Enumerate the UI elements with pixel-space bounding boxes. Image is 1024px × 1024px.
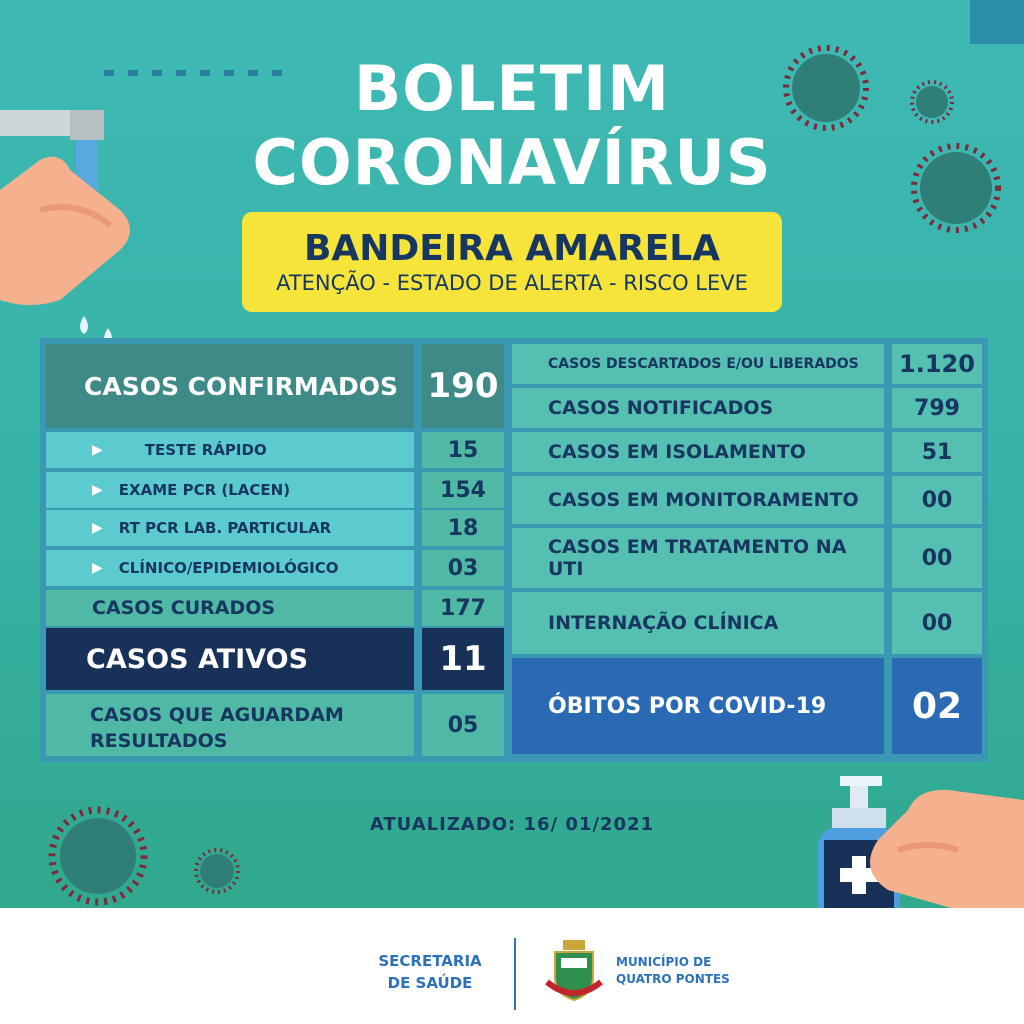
breakdown-value: 15 xyxy=(422,432,504,468)
right-row-value: 1.120 xyxy=(892,344,982,384)
breakdown-row xyxy=(46,472,414,508)
footer-divider xyxy=(514,938,516,1010)
municipio-label xyxy=(616,954,730,988)
play-arrow-icon: ▶ xyxy=(92,520,103,536)
flag-title: BANDEIRA AMARELA xyxy=(303,228,721,269)
breakdown-value: 154 xyxy=(422,472,504,508)
confirmed-value: 190 xyxy=(422,344,504,428)
right-row-label: CASOS EM ISOLAMENTO xyxy=(512,432,884,472)
breakdown-label: EXAME PCR (LACEN) xyxy=(118,481,291,499)
municipio-line1: MUNICÍPIO DE xyxy=(616,955,712,969)
title-line-1: BOLETIM xyxy=(354,52,670,125)
municipal-crest-icon xyxy=(545,938,603,1002)
deaths-value: 02 xyxy=(892,658,982,754)
cured-value: 177 xyxy=(422,590,504,626)
virus-icon xyxy=(192,846,242,896)
breakdown-label: CLÍNICO/EPIDEMIOLÓGICO xyxy=(118,559,339,577)
right-row-label: INTERNAÇÃO CLÍNICA xyxy=(512,592,884,654)
corner-accent xyxy=(970,0,1024,44)
right-row-label: CASOS NOTIFICADOS xyxy=(512,388,884,428)
awaiting-label-line1: CASOS QUE AGUARDAM xyxy=(90,704,344,726)
breakdown-row xyxy=(46,432,414,468)
deaths-label: ÓBITOS POR COVID-19 xyxy=(512,658,884,754)
play-arrow-icon: ▶ xyxy=(92,560,103,576)
breakdown-value: 18 xyxy=(422,510,504,546)
breakdown-label: TESTE RÁPIDO xyxy=(144,441,267,459)
right-row-value: 00 xyxy=(892,528,982,588)
right-row-value: 51 xyxy=(892,432,982,472)
confirmed-label: CASOS CONFIRMADOS xyxy=(46,344,414,428)
awaiting-label-line2: RESULTADOS xyxy=(90,730,228,752)
breakdown-row xyxy=(46,550,414,586)
active-value: 11 xyxy=(422,628,504,690)
secretaria-line2: DE SAÚDE xyxy=(387,974,473,992)
municipio-line2: QUATRO PONTES xyxy=(616,972,730,986)
right-row-label: CASOS DESCARTADOS E/OU LIBERADOS xyxy=(512,344,884,384)
breakdown-value: 03 xyxy=(422,550,504,586)
stats-panel xyxy=(40,338,988,762)
secretaria-label xyxy=(370,950,490,994)
play-arrow-icon: ▶ xyxy=(92,482,103,498)
right-row-value: 00 xyxy=(892,592,982,654)
flag-banner xyxy=(242,212,782,312)
right-row-value: 799 xyxy=(892,388,982,428)
active-label: CASOS ATIVOS xyxy=(46,628,414,690)
right-row-label: CASOS EM TRATAMENTO NA UTI xyxy=(512,528,884,588)
updated-date: ATUALIZADO: 16/ 01/2021 xyxy=(369,814,655,835)
play-arrow-icon: ▶ xyxy=(92,442,103,458)
cured-label: CASOS CURADOS xyxy=(46,590,414,626)
breakdown-row xyxy=(46,510,414,546)
breakdown-label: RT PCR LAB. PARTICULAR xyxy=(118,519,332,537)
secretaria-line1: SECRETARIA xyxy=(378,952,482,970)
flag-subtitle: ATENÇÃO - ESTADO DE ALERTA - RISCO LEVE xyxy=(276,271,748,295)
awaiting-value: 05 xyxy=(422,694,504,756)
footer xyxy=(0,908,1024,1024)
hand-icon xyxy=(858,780,1024,920)
right-row-value: 00 xyxy=(892,476,982,524)
right-row-label: CASOS EM MONITORAMENTO xyxy=(512,476,884,524)
awaiting-label xyxy=(46,694,414,756)
title-line-2: CORONAVÍRUS xyxy=(252,126,772,199)
